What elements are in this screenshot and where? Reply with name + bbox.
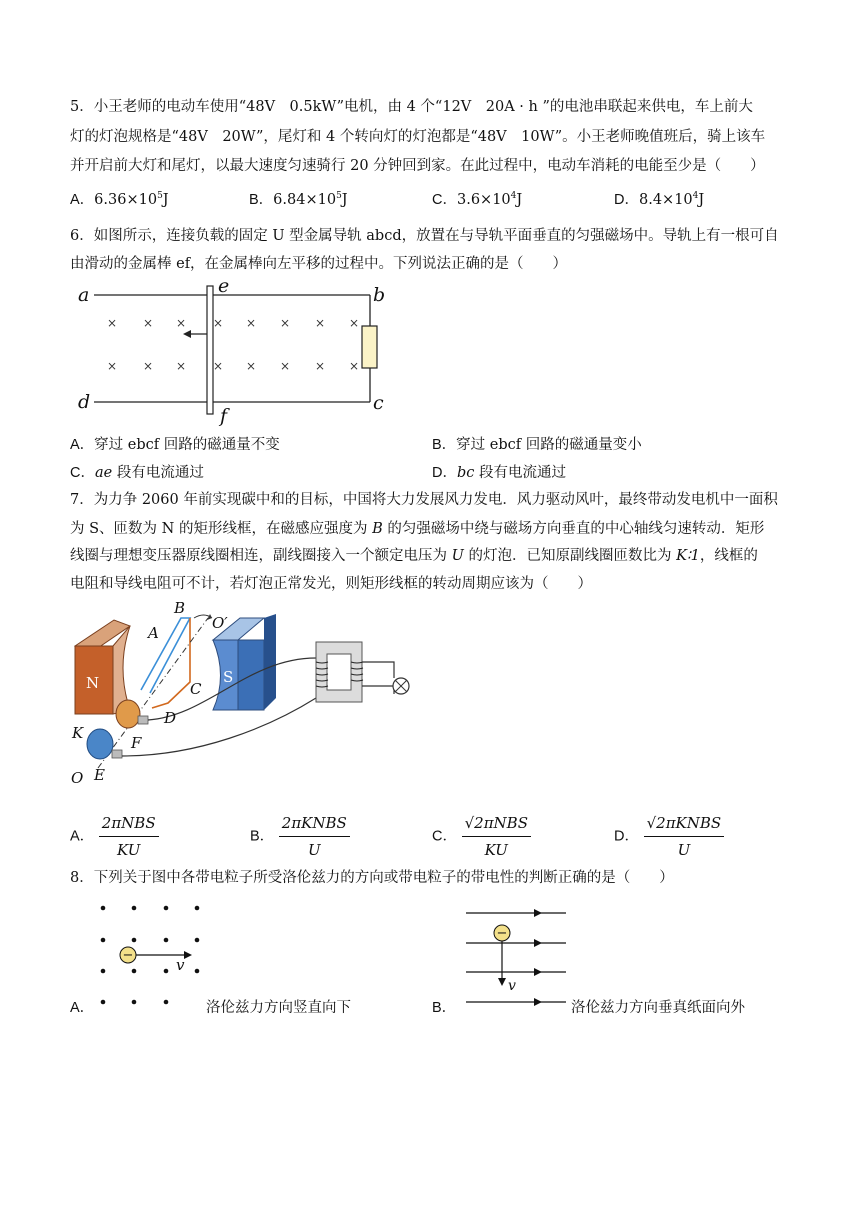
q6-rail-figure: [70, 276, 400, 426]
q5-option-d[interactable]: D．$8.4\times 10^4J$: [614, 191, 705, 208]
q8-option-b-text: 洛伦兹力方向垂真纸面向外: [571, 1000, 745, 1016]
q7-line-1: 7．为力争 2060 年前实现碳中和的目标，中国将大力发展风力发电．风力驱动风叶，最终带动发电机中一面积: [70, 492, 778, 508]
label-b: b: [373, 284, 386, 306]
svg-text:×: ×: [245, 316, 257, 330]
q7-line-4: 电阻和导线电阻可不计，若灯泡正常发光，则矩形线框的转动周期应该为（ ）: [70, 576, 592, 592]
q5-option-d-label: D．: [614, 192, 639, 208]
q7-generator-figure: [68, 598, 428, 786]
q6-option-c[interactable]: C．ae 段有电流通过: [70, 465, 204, 481]
svg-text:×: ×: [245, 359, 257, 373]
q7-option-d-formula: $\frac{\text{√2πKNBS}}{U}$: [644, 812, 725, 861]
q7-option-b-formula: $\frac{\text{2πKNBS}}{U}$: [279, 812, 350, 861]
label-o: O: [71, 769, 84, 786]
q7-line-2: 为 S、匝数为 N 的矩形线框，在磁感应强度为 B 的匀强磁场中绕与磁场方向垂直的中心轴线匀速转动．矩形: [70, 521, 765, 537]
label-d: D: [164, 709, 177, 727]
q7-option-a[interactable]: A． $\frac{\text{2πNBS}}{KU}$: [70, 812, 159, 861]
svg-text:×: ×: [348, 359, 360, 373]
svg-text:×: ×: [212, 359, 224, 373]
q5-option-a-label: A．: [70, 192, 95, 208]
field-lines-right: [466, 913, 566, 1002]
svg-text:−: −: [122, 948, 134, 963]
label-f: F: [131, 734, 142, 752]
label-v-a: v: [176, 956, 185, 974]
q5-option-b-label: B．: [249, 192, 274, 208]
q8-option-a[interactable]: A．: [70, 1000, 95, 1016]
label-b: B: [174, 599, 186, 617]
label-c: C: [190, 680, 202, 698]
metal-bar-ef: [207, 286, 213, 414]
q6-option-a[interactable]: A．穿过 ebcf 回路的磁通量不变: [70, 437, 280, 453]
q8-line-1: 8．下列关于图中各带电粒子所受洛伦兹力的方向或带电粒子的带电性的判断正确的是（ ）: [70, 870, 674, 886]
q8-figure-a: [92, 898, 207, 1012]
label-d: d: [78, 391, 91, 413]
svg-text:×: ×: [314, 316, 326, 330]
q7-option-c[interactable]: C． $\frac{\text{√2πNBS}}{KU}$: [432, 812, 531, 861]
svg-text:−: −: [496, 926, 508, 941]
q5-option-b[interactable]: B．$6.84\times 10^5J$: [249, 191, 348, 208]
label-s: S: [223, 668, 234, 686]
label-a: A: [148, 624, 159, 642]
svg-text:×: ×: [314, 359, 326, 373]
label-c: c: [373, 392, 384, 414]
q7-option-d[interactable]: D． $\frac{\text{√2πKNBS}}{U}$: [614, 812, 724, 861]
q6-option-d[interactable]: D．bc 段有电流通过: [432, 465, 566, 481]
label-v-b: v: [508, 978, 516, 994]
label-k: K: [72, 724, 84, 742]
label-e: E: [94, 766, 105, 784]
svg-text:×: ×: [142, 316, 154, 330]
svg-text:×: ×: [348, 316, 360, 330]
q5-line-1: 5．小王老师的电动车使用“48V 0.5kW”电机，由 4 个“12V 20A · h ”的电池串联起来供电，车上前大: [70, 99, 753, 115]
svg-text:×: ×: [106, 316, 118, 330]
q5-line-3: 并开启前大灯和尾灯，以最大速度匀速骑行 20 分钟回到家。在此过程中，电动车消耗的电能至少是（ ）: [70, 158, 765, 174]
label-f: f: [220, 405, 228, 426]
q8-figure-b: [464, 904, 574, 1010]
q5-option-c[interactable]: C．$3.6\times 10^4J$: [432, 191, 523, 208]
q8-option-a-text: 洛伦兹力方向竖直向下: [206, 1000, 351, 1016]
q5-option-a[interactable]: A．$6.36\times 10^5J$: [70, 191, 169, 208]
label-a: a: [78, 284, 90, 306]
q6-line-1: 6．如图所示，连接负载的固定 U 型金属导轨 abcd，放置在与导轨平面垂直的匀强磁场中。导轨上有一根可自: [70, 228, 779, 244]
q7-option-b[interactable]: B． $\frac{\text{2πKNBS}}{U}$: [250, 812, 350, 861]
q5-line-2: 灯的灯泡规格是“48V 20W”，尾灯和 4 个转向灯的灯泡都是“48V 10W”。小王老师晚值班后，骑上该车: [70, 129, 766, 145]
svg-text:×: ×: [212, 316, 224, 330]
q7-option-c-formula: $\frac{\text{√2πNBS}}{KU}$: [462, 812, 531, 861]
svg-text:×: ×: [175, 359, 187, 373]
q8-option-b[interactable]: B．: [432, 1000, 457, 1016]
svg-text:×: ×: [279, 316, 291, 330]
q6-line-2: 由滑动的金属棒 ef，在金属棒向左平移的过程中。下列说法正确的是（ ）: [70, 256, 568, 272]
svg-text:×: ×: [142, 359, 154, 373]
label-e: e: [218, 276, 230, 297]
q6-option-b[interactable]: B．穿过 ebcf 回路的磁通量变小: [432, 437, 642, 453]
svg-text:×: ×: [175, 316, 187, 330]
field-crosses: [107, 316, 359, 373]
label-n: N: [86, 674, 100, 692]
load-resistor: [362, 326, 377, 368]
q5-option-c-label: C．: [432, 192, 457, 208]
label-o-prime: O′: [212, 614, 228, 632]
slip-ring-f: [116, 700, 140, 728]
q7-line-3: 线圈与理想变压器原线圈相连，副线圈接入一个额定电压为 U 的灯泡．已知原副线圈匝数比为 K∶1，线框的: [70, 548, 758, 564]
svg-text:×: ×: [106, 359, 118, 373]
svg-text:×: ×: [279, 359, 291, 373]
slip-ring-e: [87, 729, 113, 759]
q7-option-a-formula: $\frac{\text{2πNBS}}{KU}$: [99, 812, 159, 861]
